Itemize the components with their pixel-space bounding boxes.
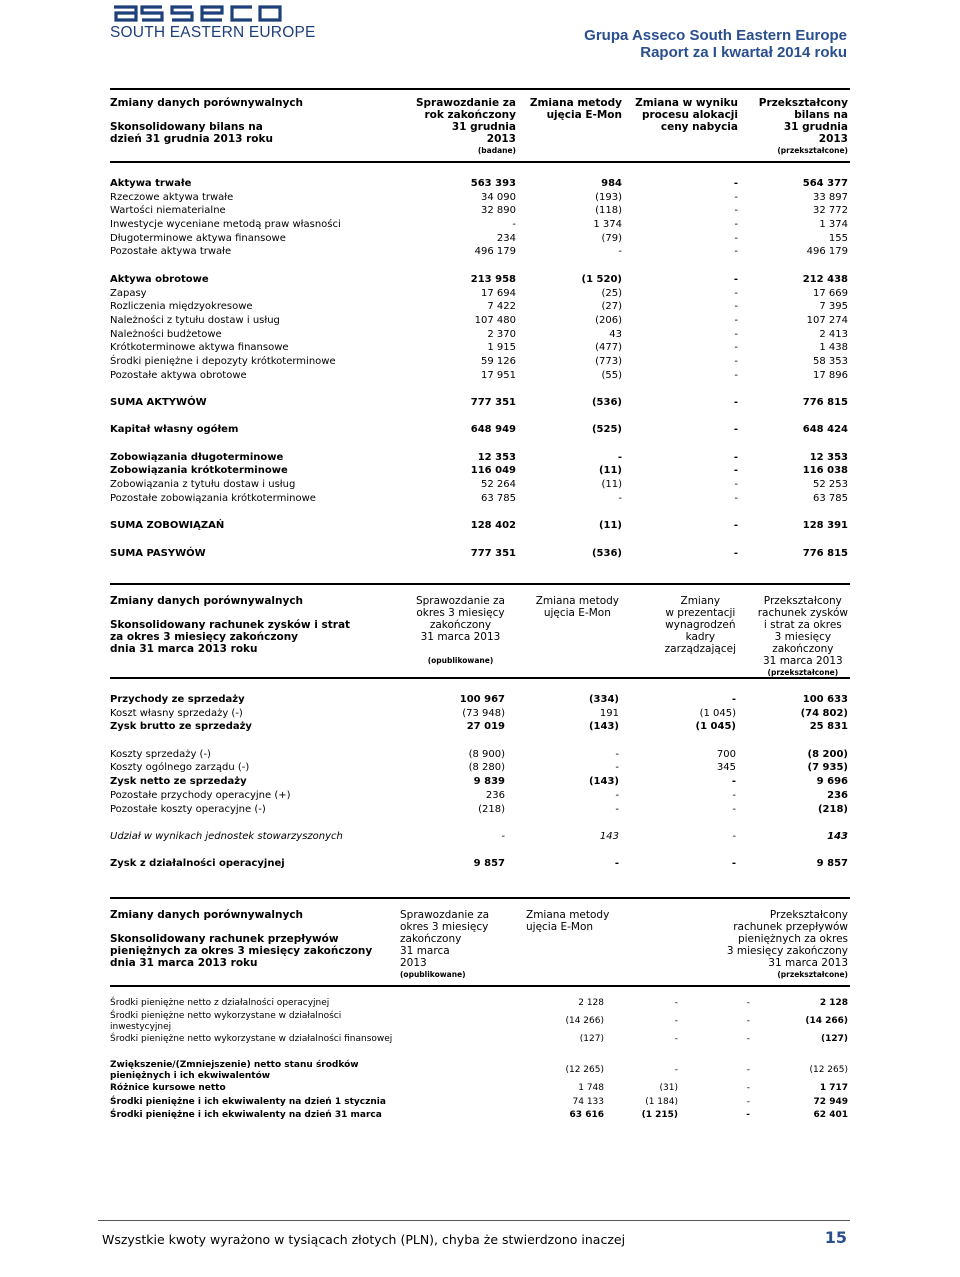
table-header — [110, 97, 850, 161]
cell-col-2: (31) — [659, 1083, 678, 1094]
cell-col-2: (334) — [588, 694, 619, 705]
footer-rule — [98, 1220, 850, 1221]
cell-col-3: - — [734, 287, 738, 299]
cell-col-2: 984 — [601, 178, 622, 189]
cell-col-3: - — [734, 355, 738, 367]
row-label: SUMA ZOBOWIĄZAŃ — [110, 520, 225, 532]
row-label: Środki pieniężne netto wykorzystane w działalności inwestycyjnej — [110, 1010, 342, 1032]
header-col-emon: Zmiana metody ujęcia E-Mon — [535, 595, 619, 619]
cell-col-4: 212 438 — [802, 273, 848, 285]
cell-col-2: 43 — [609, 328, 622, 340]
cell-col-2: - — [614, 858, 619, 870]
cell-col-3: - — [731, 776, 736, 788]
row-label: Różnice kursowe netto — [110, 1083, 226, 1094]
cell-col-4: 1 717 — [819, 1083, 848, 1094]
header-left: Zmiany danych porównywalnych Skonsolidowany rachunek przepływów pieniężnych za okres 3 miesięcy zakończony dnia 31 marca 2013 roku — [110, 909, 373, 969]
row-label: Środki pieniężne i ich ekwiwalenty na dzień 1 stycznia — [110, 1096, 386, 1107]
table-row — [110, 314, 850, 328]
cell-col-4: 52 253 — [813, 479, 848, 491]
table-row — [110, 547, 850, 561]
table-row — [110, 273, 850, 287]
cell-col-4: 9 696 — [816, 776, 848, 788]
row-label: Przychody ze sprzedaży — [110, 694, 245, 705]
table-row — [110, 707, 850, 721]
cell-col-2: (79) — [601, 232, 622, 244]
report-title: Raport za I kwartał 2014 roku — [640, 44, 847, 61]
cell-col-3: - — [734, 219, 738, 231]
cell-col-3: 700 — [716, 748, 736, 760]
table-rule-top — [110, 583, 850, 585]
cell-col-3: - — [746, 1065, 750, 1076]
row-label: Rozliczenia międzyokresowe — [110, 301, 253, 313]
row-label: Koszty ogólnego zarządu (-) — [110, 762, 250, 774]
cell-col-1: 7 422 — [487, 301, 516, 313]
cell-col-2: (25) — [601, 287, 622, 299]
header-col-reported: Sprawozdanie za okres 3 miesięcy zakończony 31 marca 2013 (opublikowane) — [400, 909, 490, 979]
asseco-logo — [110, 2, 330, 41]
table-header — [110, 909, 850, 985]
cell-col-4: (7 935) — [807, 762, 848, 774]
cell-col-2: - — [615, 789, 619, 801]
cell-col-3: - — [746, 1083, 750, 1094]
row-label: Zobowiązania długoterminowe — [110, 451, 284, 463]
row-label: Długoterminowe aktywa finansowe — [110, 232, 286, 244]
row-label: Zwiększenie/(Zmniejszenie) netto stanu środków pieniężnych i ich ekwiwalentów — [110, 1060, 359, 1082]
cell-col-2: 191 — [599, 707, 619, 719]
cell-col-1: (127) — [579, 1033, 604, 1044]
row-label: Środki pieniężne netto wykorzystane w działalności finansowej — [110, 1033, 393, 1044]
table-body — [110, 177, 850, 560]
cell-col-1: 236 — [485, 789, 505, 801]
table-row — [110, 177, 850, 191]
page-number: 15 — [824, 1228, 847, 1247]
spacer-row — [110, 533, 850, 547]
header-col-reported: Sprawozdanie za okres 3 miesięcy zakończony 31 marca 2013 (opublikowane) — [415, 595, 505, 665]
cell-col-1: 1 748 — [578, 1083, 604, 1094]
cell-col-1: 2 370 — [487, 328, 516, 340]
spacer-row — [110, 259, 850, 273]
row-label: Zobowiązania krótkoterminowe — [110, 465, 288, 477]
table-row — [110, 857, 850, 871]
table-row — [110, 748, 850, 762]
cell-col-3: - — [746, 998, 750, 1008]
row-label: Rzeczowe aktywa trwałe — [110, 191, 234, 203]
row-label: Pozostałe koszty operacyjne (-) — [110, 803, 266, 815]
cell-col-3: - — [734, 342, 738, 354]
cell-col-3: - — [733, 397, 738, 408]
spacer-row — [110, 844, 850, 858]
cell-col-1: 496 179 — [474, 246, 516, 258]
cell-col-2: (11) — [598, 520, 622, 532]
row-label: Wartości niematerialne — [110, 205, 226, 217]
cell-col-3: - — [733, 520, 738, 532]
cell-col-4: 496 179 — [806, 246, 848, 258]
cell-col-2: (11) — [598, 465, 622, 477]
table-row — [110, 1033, 850, 1047]
cell-col-2: (536) — [591, 397, 622, 408]
row-label: Zobowiązania z tytułu dostaw i usług — [110, 479, 296, 491]
cell-col-4: 9 857 — [816, 858, 848, 870]
cell-col-3: - — [733, 178, 738, 189]
cell-col-4: 58 353 — [813, 355, 848, 367]
cell-col-2: (143) — [588, 776, 619, 788]
table-rule-top — [110, 897, 850, 899]
cell-col-1: 12 353 — [477, 451, 516, 463]
cell-col-4: (218) — [817, 803, 848, 815]
cell-col-2: (1 520) — [581, 273, 622, 285]
cell-col-1: 2 128 — [578, 998, 604, 1008]
cell-col-4: 12 353 — [809, 451, 848, 463]
cell-col-1: 107 480 — [474, 314, 516, 326]
cell-col-4: 564 377 — [802, 178, 848, 189]
table-rule-top — [110, 88, 850, 90]
cell-col-1: (12 265) — [565, 1065, 604, 1076]
table-row — [110, 803, 850, 817]
cell-col-4: 155 — [828, 232, 848, 244]
table-row — [110, 1011, 850, 1033]
cell-col-4: 116 038 — [802, 465, 848, 477]
cell-col-3: - — [733, 424, 738, 436]
cell-col-2: (143) — [588, 721, 619, 733]
row-label: Kapitał własny ogółem — [110, 424, 239, 436]
table-row — [110, 191, 850, 205]
cell-col-2: - — [618, 492, 622, 504]
cell-col-4: (12 265) — [809, 1065, 848, 1076]
cell-col-2: (525) — [591, 424, 622, 436]
table-rule-mid — [110, 985, 850, 987]
table-row — [110, 232, 850, 246]
table-row — [110, 1060, 850, 1082]
cell-col-2: - — [674, 998, 678, 1008]
cell-col-3: - — [734, 314, 738, 326]
table-row — [110, 519, 850, 533]
cell-col-1: 213 958 — [470, 273, 516, 285]
table-row — [110, 423, 850, 437]
table-row — [110, 478, 850, 492]
cell-col-1: 32 890 — [481, 205, 516, 217]
cell-col-4: 17 896 — [813, 369, 848, 381]
header-col-reported: Sprawozdanie za rok zakończony 31 grudnia 2013 (badane) — [415, 97, 516, 155]
cell-col-1: 9 857 — [473, 858, 505, 870]
table-row — [110, 1082, 850, 1096]
cell-col-3: - — [746, 1015, 750, 1026]
row-label: Pozostałe aktywa obrotowe — [110, 369, 247, 381]
table-row — [110, 830, 850, 844]
cell-col-2: 143 — [599, 830, 619, 842]
cell-col-3: - — [734, 232, 738, 244]
cell-col-2: (193) — [595, 191, 622, 203]
balance-sheet-table — [110, 88, 850, 560]
table-row — [110, 720, 850, 734]
cell-col-2: (477) — [595, 342, 622, 354]
cell-col-3: - — [734, 246, 738, 258]
cell-col-3: - — [732, 830, 736, 842]
cell-col-4: (14 266) — [805, 1015, 848, 1026]
cell-col-4: 100 633 — [802, 694, 848, 705]
row-label: Koszty sprzedaży (-) — [110, 748, 211, 760]
cell-col-4: 7 395 — [819, 301, 848, 313]
cell-col-3: - — [734, 328, 738, 340]
table-row — [110, 204, 850, 218]
row-label: Koszt własny sprzedaży (-) — [110, 707, 243, 719]
cell-col-4: 63 785 — [813, 492, 848, 504]
cell-col-4: 776 815 — [802, 397, 848, 408]
cell-col-2: (1 184) — [645, 1096, 678, 1107]
cell-col-3: - — [731, 694, 736, 705]
cell-col-4: (127) — [820, 1033, 848, 1044]
cell-col-2: (1 215) — [641, 1110, 678, 1121]
cell-col-1: 116 049 — [470, 465, 516, 477]
cell-col-2: - — [674, 1015, 678, 1026]
table-row — [110, 369, 850, 383]
spacer-row — [110, 382, 850, 396]
table-row — [110, 328, 850, 342]
cell-col-2: - — [618, 246, 622, 258]
cell-col-1: (8 900) — [468, 748, 505, 760]
spacer-row — [110, 816, 850, 830]
cell-col-3: - — [734, 205, 738, 217]
cell-col-1: (8 280) — [468, 762, 505, 774]
cell-col-3: - — [734, 191, 738, 203]
report-header — [584, 27, 847, 61]
cell-col-1: 9 839 — [473, 776, 505, 788]
spacer-row — [110, 734, 850, 748]
asseco-logo-mark — [110, 2, 330, 24]
row-label: Pozostałe zobowiązania krótkoterminowe — [110, 492, 316, 504]
table-row — [110, 464, 850, 478]
cell-col-1: 234 — [496, 232, 516, 244]
spacer-row — [110, 506, 850, 520]
cell-col-1: 648 949 — [470, 424, 516, 436]
cell-col-1: 74 133 — [572, 1096, 604, 1107]
row-label: Krótkoterminowe aktywa finansowe — [110, 342, 289, 354]
cell-col-2: (206) — [595, 314, 622, 326]
cell-col-3: - — [734, 369, 738, 381]
cash-flow-table — [110, 897, 850, 1123]
cell-col-1: (218) — [478, 803, 505, 815]
row-label: SUMA AKTYWÓW — [110, 397, 207, 408]
cell-col-4: 32 772 — [813, 205, 848, 217]
cell-col-4: 776 815 — [802, 547, 848, 559]
row-label: Aktywa trwałe — [110, 178, 192, 189]
cell-col-4: 143 — [827, 830, 848, 842]
cell-col-1: 563 393 — [470, 178, 516, 189]
cell-col-1: (73 948) — [462, 707, 505, 719]
cell-col-3: - — [733, 273, 738, 285]
cell-col-2: - — [615, 748, 619, 760]
table-row — [110, 1109, 850, 1123]
table-row — [110, 451, 850, 465]
cell-col-4: 2 413 — [819, 328, 848, 340]
row-label: Należności budżetowe — [110, 328, 222, 340]
table-rule-mid — [110, 677, 850, 679]
table-body — [110, 693, 850, 871]
table-row — [110, 775, 850, 789]
cell-col-2: - — [615, 803, 619, 815]
cell-col-2: (27) — [601, 301, 622, 313]
cell-col-1: 777 351 — [470, 397, 516, 408]
cell-col-1: - — [501, 830, 505, 842]
cell-col-2: (773) — [595, 355, 622, 367]
cell-col-2: - — [674, 1065, 678, 1076]
table-header — [110, 595, 850, 677]
cell-col-3: - — [746, 1110, 750, 1121]
row-label: Środki pieniężne i ich ekwiwalenty na dzień 31 marca — [110, 1110, 382, 1121]
header-col-restated: Przekształcony rachunek przepływów pieniężnych za okres 3 miesięcy zakończony 31 marca 2013 (przekształcone) — [726, 909, 848, 979]
cell-col-1: 63 616 — [569, 1110, 604, 1121]
cell-col-3: - — [732, 803, 736, 815]
row-label: Aktywa obrotowe — [110, 273, 209, 285]
cell-col-4: 107 274 — [806, 314, 848, 326]
cell-col-3: - — [734, 301, 738, 313]
cell-col-3: - — [733, 547, 738, 559]
row-label: Należności z tytułu dostaw i usług — [110, 314, 280, 326]
cell-col-3: - — [732, 789, 736, 801]
header-col-emon: Zmiana metody ujęcia E-Mon — [526, 909, 610, 933]
header-col-emon: Zmiana metody ujęcia E-Mon — [529, 97, 622, 121]
cell-col-2: (118) — [595, 205, 622, 217]
cell-col-1: 17 694 — [481, 287, 516, 299]
table-row — [110, 355, 850, 369]
logo-subtitle: SOUTH EASTERN EUROPE — [110, 24, 316, 41]
header-col-restated: Przekształcony rachunek zysków i strat za okres 3 miesięcy zakończony 31 marca 2013 (przekształcone) — [757, 595, 848, 677]
cell-col-3: - — [731, 858, 736, 870]
cell-col-3: - — [733, 451, 738, 463]
cell-col-2: - — [674, 1033, 678, 1044]
header-col-presentation: Zmiany w prezentacji wynagrodzeń kadry zarządzającej — [664, 595, 736, 655]
cell-col-1: 777 351 — [470, 547, 516, 559]
spacer-row — [110, 1046, 850, 1060]
cell-col-4: 25 831 — [809, 721, 848, 733]
cell-col-1: 52 264 — [481, 479, 516, 491]
row-label: Zysk brutto ze sprzedaży — [110, 721, 252, 733]
cell-col-1: 59 126 — [481, 355, 516, 367]
row-label: Udział w wynikach jednostek stowarzyszonych — [110, 830, 343, 842]
table-row — [110, 693, 850, 707]
table-row — [110, 300, 850, 314]
table-row — [110, 492, 850, 506]
cell-col-3: - — [734, 492, 738, 504]
cell-col-1: 1 915 — [487, 342, 516, 354]
cell-col-3: 345 — [716, 762, 736, 774]
cell-col-1: 17 951 — [481, 369, 516, 381]
footer-note: Wszystkie kwoty wyrażono w tysiącach złotych (PLN), chyba że stwierdzono inaczej — [102, 1232, 626, 1247]
cell-col-3: (1 045) — [695, 721, 736, 733]
table-body — [110, 997, 850, 1123]
cell-col-2: 1 374 — [593, 219, 622, 231]
cell-col-3: - — [746, 1033, 750, 1044]
income-statement-table — [110, 583, 850, 871]
cell-col-4: 2 128 — [819, 998, 848, 1008]
cell-col-1: 100 967 — [459, 694, 505, 705]
header-col-alokacja: Zmiana w wyniku procesu alokacji ceny nabycia — [635, 97, 738, 133]
table-rule-mid — [110, 161, 850, 163]
cell-col-4: (8 200) — [807, 748, 848, 760]
table-row — [110, 245, 850, 259]
table-row — [110, 396, 850, 410]
cell-col-1: (14 266) — [565, 1015, 604, 1026]
table-row — [110, 341, 850, 355]
cell-col-3: - — [746, 1096, 750, 1107]
row-label: Inwestycje wyceniane metodą praw własności — [110, 219, 341, 231]
spacer-row — [110, 437, 850, 451]
cell-col-3: - — [733, 465, 738, 477]
company-name: Grupa Asseco South Eastern Europe — [584, 27, 847, 44]
cell-col-4: 62 401 — [813, 1110, 848, 1121]
row-label: Środki pieniężne i depozyty krótkoterminowe — [110, 355, 336, 367]
cell-col-2: - — [617, 451, 622, 463]
table-row — [110, 1096, 850, 1110]
spacer-row — [110, 410, 850, 424]
row-label: Pozostałe aktywa trwałe — [110, 246, 232, 258]
cell-col-4: 1 438 — [819, 342, 848, 354]
cell-col-2: (11) — [601, 479, 622, 491]
header-col-restated: Przekształcony bilans na 31 grudnia 2013 (przekształcone) — [758, 97, 848, 155]
row-label: Pozostałe przychody operacyjne (+) — [110, 789, 291, 801]
table-row — [110, 789, 850, 803]
row-label: Zysk z działalności operacyjnej — [110, 858, 285, 870]
cell-col-3: - — [734, 479, 738, 491]
cell-col-2: - — [615, 762, 619, 774]
table-row — [110, 997, 850, 1011]
row-label: Zysk netto ze sprzedaży — [110, 776, 247, 788]
row-label: Środki pieniężne netto z działalności operacyjnej — [110, 998, 330, 1008]
cell-col-4: 648 424 — [802, 424, 848, 436]
cell-col-2: (55) — [601, 369, 622, 381]
header-left: Zmiany danych porównywalnych Skonsolidowany rachunek zysków i strat za okres 3 miesięcy zakończony dnia 31 marca 2013 roku — [110, 595, 351, 655]
cell-col-1: 34 090 — [481, 191, 516, 203]
cell-col-4: 33 897 — [813, 191, 848, 203]
table-row — [110, 761, 850, 775]
table-row — [110, 287, 850, 301]
cell-col-1: 27 019 — [466, 721, 505, 733]
cell-col-2: (536) — [591, 547, 622, 559]
cell-col-4: 72 949 — [813, 1096, 848, 1107]
cell-col-4: 17 669 — [813, 287, 848, 299]
row-label: SUMA PASYWÓW — [110, 547, 206, 559]
cell-col-1: - — [512, 219, 516, 231]
cell-col-4: 236 — [827, 789, 848, 801]
cell-col-1: 63 785 — [481, 492, 516, 504]
cell-col-3: (1 045) — [699, 707, 736, 719]
cell-col-1: 128 402 — [470, 520, 516, 532]
header-left: Zmiany danych porównywalnych Skonsolidowany bilans na dzień 31 grudnia 2013 roku — [110, 97, 304, 145]
cell-col-4: 128 391 — [802, 520, 848, 532]
row-label: Zapasy — [110, 287, 147, 299]
cell-col-4: 1 374 — [819, 219, 848, 231]
cell-col-4: (74 802) — [800, 707, 848, 719]
table-row — [110, 218, 850, 232]
